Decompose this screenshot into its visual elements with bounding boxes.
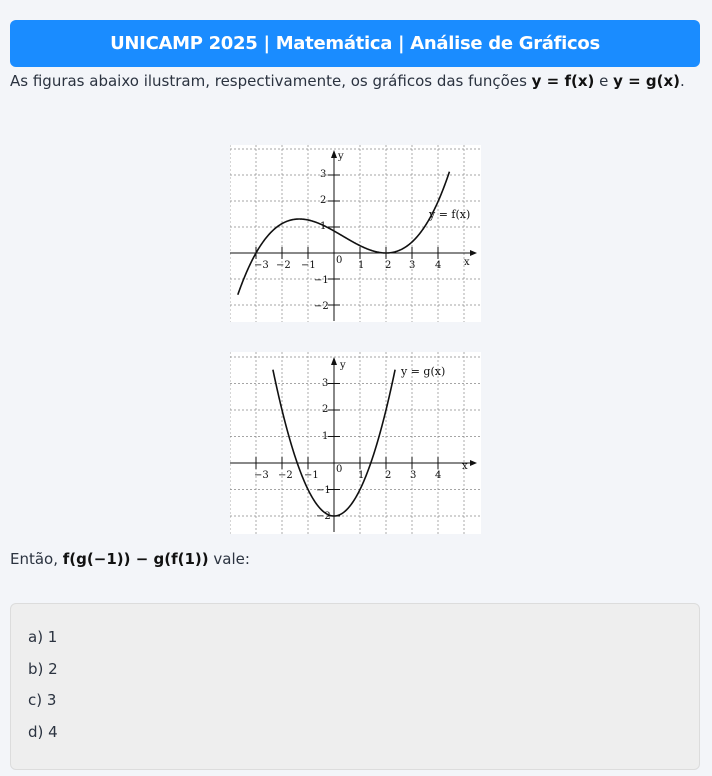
- graph-f-ytick: 2: [320, 195, 327, 206]
- graph-f-xtick: −3: [254, 260, 269, 271]
- graph-g-xtick: 2: [385, 470, 392, 481]
- option-d[interactable]: d) 4: [28, 723, 58, 741]
- question-prefix: Então,: [10, 550, 63, 568]
- graph-f-y-arrow-icon: [331, 150, 337, 158]
- graph-g-ytick: −1: [316, 485, 331, 496]
- graph-f-svg: [230, 145, 481, 322]
- graph-g-xtick: 1: [358, 470, 365, 481]
- graph-g-xtick: −2: [278, 470, 293, 481]
- intro-paragraph: [10, 68, 690, 94]
- function-g-label: y = g(x): [613, 72, 681, 90]
- graph-g-xtick: 4: [435, 470, 442, 481]
- question-text: [10, 550, 250, 568]
- graph-f-ytick: 3: [320, 169, 327, 180]
- graph-g-figure: [230, 352, 481, 534]
- graph-f-x-label: x: [464, 257, 470, 268]
- graph-f-ticks: [256, 175, 438, 305]
- graph-f-y-tick-labels: [314, 169, 329, 312]
- graph-g-curve-label: y = g(x): [401, 365, 446, 378]
- graph-g-ytick: 1: [322, 431, 329, 442]
- option-c[interactable]: c) 3: [28, 691, 57, 709]
- graph-g-ytick: 2: [322, 404, 329, 415]
- graph-g-xtick: −3: [254, 470, 269, 481]
- graph-g-xtick: 3: [410, 470, 417, 481]
- graph-f-xtick: 3: [409, 260, 416, 271]
- graph-g-x-label: x: [462, 461, 468, 472]
- graph-f-xtick: 0: [336, 255, 343, 266]
- intro-text: As figuras abaixo ilustram, respectivamente, os gráficos das funções: [10, 72, 532, 90]
- graph-f-curve: [238, 172, 450, 295]
- option-a[interactable]: a) 1: [28, 628, 58, 646]
- graph-g-xtick: 0: [336, 464, 343, 475]
- graph-f-y-label: y: [338, 151, 344, 162]
- graph-g-x-arrow-icon: [470, 460, 477, 466]
- graph-f-xtick: −2: [276, 260, 291, 271]
- graph-f-xtick: −1: [301, 260, 316, 271]
- graph-f-curve-label: y = f(x): [429, 208, 471, 221]
- graph-f-xtick: 2: [385, 260, 392, 271]
- graph-g-y-label: y: [340, 360, 346, 371]
- intro-conjunction: e: [594, 72, 614, 90]
- header-title: UNICAMP 2025 | Matemática | Análise de Gráficos: [110, 33, 600, 54]
- function-f-label: y = f(x): [531, 72, 595, 90]
- intro-end: .: [680, 72, 685, 90]
- graph-f-xtick: 4: [435, 260, 442, 271]
- graph-g-y-tick-labels: [316, 378, 331, 522]
- page-header: [10, 20, 700, 67]
- graph-g-ytick: 3: [322, 378, 329, 389]
- option-b[interactable]: b) 2: [28, 660, 58, 678]
- graph-g-grid: [230, 352, 481, 534]
- graph-f-xtick: 1: [358, 260, 365, 271]
- graph-g-xtick: −1: [304, 470, 319, 481]
- answer-options: [10, 603, 700, 770]
- graph-g-ytick: −2: [316, 511, 331, 522]
- graph-f-ytick: 1: [320, 221, 327, 232]
- graph-f-grid: [230, 145, 481, 322]
- graph-f-figure: [230, 145, 481, 322]
- graph-g-y-arrow-icon: [331, 357, 337, 365]
- question-expression: f(g(−1)) − g(f(1)): [62, 550, 209, 568]
- graph-g-ticks: [256, 384, 438, 517]
- graph-g-svg: [230, 352, 481, 534]
- graph-f-ytick: −2: [314, 301, 329, 312]
- graph-f-x-arrow-icon: [470, 250, 477, 256]
- question-suffix: vale:: [208, 550, 250, 568]
- graph-f-ytick: −1: [314, 275, 329, 286]
